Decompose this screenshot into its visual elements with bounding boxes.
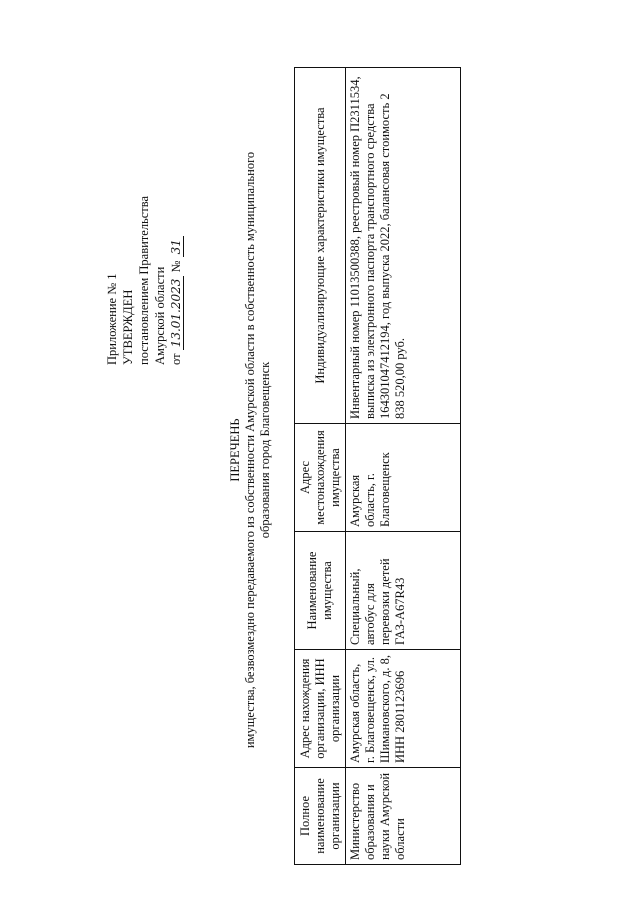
date-prefix: от (169, 353, 183, 365)
document-title: ПЕРЕЧЕНЬ (228, 418, 242, 482)
property-table (294, 67, 461, 865)
cell-property-location: Амурская область, г. Благовещенск (346, 424, 461, 532)
header-property-characteristics: Индивидуализирующие характеристики имущества (295, 68, 346, 424)
header-org-address: Адрес нахождения организации, ИНН организации (295, 650, 346, 768)
cell-org-address: Амурская область, г. Благовещенск, ул. Шимановского, д. 8, ИНН 2801123696 (346, 650, 461, 768)
document-heading (228, 40, 273, 860)
approval-block (104, 65, 184, 365)
cell-property-characteristics: Инвентарный номер 11013500388, реестровый номер П2311534, выписка из электронного паспорта транспортного средства 164301047412194, год выпуска 2022, балансовая стоимость 2 838 520,00 руб. (346, 68, 461, 424)
heading-line-1: имущества, безвозмездно передаваемого из собственности Амурской области в собственность муниципального (243, 151, 257, 749)
table-row (346, 68, 461, 865)
header-property-name: Наименование имущества (295, 532, 346, 650)
resolution-label: постановлением Правительства (137, 195, 151, 365)
date-line (168, 65, 184, 365)
approval-number: 31 (170, 236, 184, 257)
cell-property-name: Специальный, автобус для перевозки детей ГАЗ-А67R43 (346, 532, 461, 650)
approved-label: УТВЕРЖДЕН (121, 289, 135, 365)
region-label: Амурской области (153, 266, 167, 365)
appendix-label: Приложение № 1 (105, 273, 119, 365)
header-org-name: Полное наименование организации (295, 768, 346, 865)
heading-line-2: образования город Благовещенск (258, 361, 272, 539)
number-sign: № (169, 260, 183, 273)
header-property-location: Адрес местонахождения имущества (295, 424, 346, 532)
approval-date: 13.01.2023 (170, 276, 184, 351)
cell-org-name: Министерство образования и науки Амурской области (346, 768, 461, 865)
table-header-row (295, 68, 346, 865)
